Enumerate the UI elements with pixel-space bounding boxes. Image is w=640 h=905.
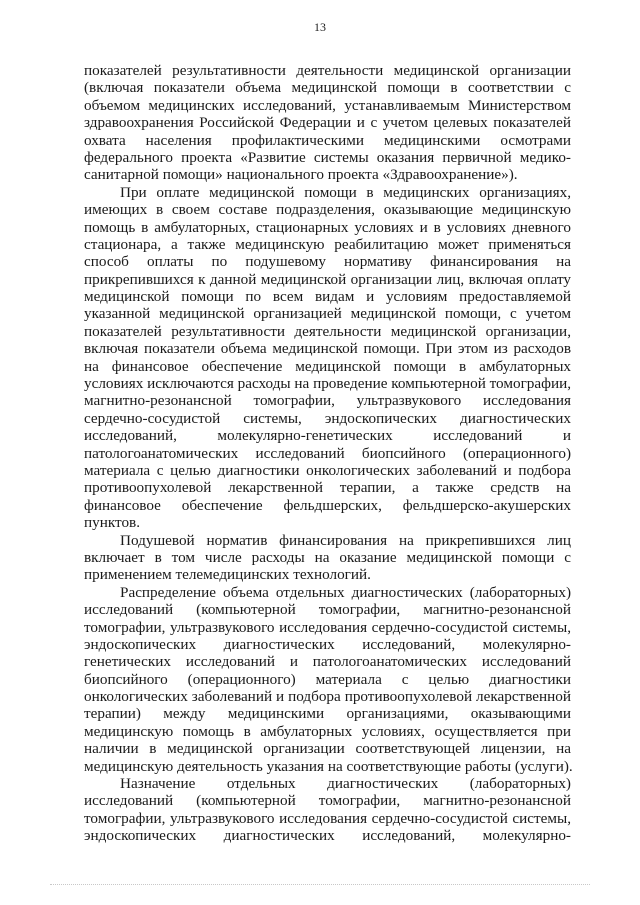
text-line: способ оплаты по подушевому нормативу финансирования на — [84, 253, 571, 271]
text-line: включает в том числе расходы на оказание медицинской помощи с — [84, 548, 571, 566]
text-line: магнитно-резонансной томографии, ультразвукового исследования — [84, 392, 571, 410]
text-line: прикрепившихся к данной медицинской организации лиц, включая оплату — [84, 270, 571, 288]
text-line: сердечно-сосудистой системы, эндоскопических диагностических — [84, 409, 571, 427]
text-line: томографии, ультразвукового исследования сердечно-сосудистой системы, — [84, 809, 571, 827]
text-line: исследований, молекулярно-генетических исследований и — [84, 427, 571, 445]
text-line: показателей результативности деятельности медицинской организации — [84, 62, 571, 79]
text-line: исследований (компьютерной томографии, магнитно-резонансной — [84, 601, 571, 619]
text-line: имеющих в своем составе подразделения, оказывающие медицинскую — [84, 201, 571, 219]
text-line: пунктов. — [84, 514, 141, 532]
text-line: наличии в медицинской организации соответствующей лицензии, на — [84, 740, 571, 758]
text-line: материала с целью диагностики онкологических заболеваний и подбора — [84, 461, 571, 479]
text-line: стационара, а также медицинскую реабилитацию может применяться — [84, 235, 571, 253]
text-line: здравоохранения Российской Федерации и с учетом целевых показателей — [84, 114, 571, 132]
text-line: Подушевой норматив финансирования на прикрепившихся лиц — [120, 531, 571, 549]
text-line: эндоскопических диагностических исследований, молекулярно- — [84, 635, 571, 653]
text-line: онкологических заболеваний и подбора противоопухолевой лекарственной — [84, 688, 571, 706]
text-line: медицинскую помощь в амбулаторных условиях, осуществляется при — [84, 722, 571, 740]
text-line: на финансовое обеспечение медицинской помощи в амбулаторных — [84, 357, 571, 375]
text-line: терапии) между медицинскими организациями, оказывающими — [84, 705, 571, 723]
text-line: Распределение объема отдельных диагностических (лабораторных) — [120, 583, 571, 601]
text-line: исследований (компьютерной томографии, магнитно-резонансной — [84, 792, 571, 810]
text-line: (включая показатели объема медицинской помощи в соответствии с — [84, 79, 571, 97]
text-line: федерального проекта «Развитие системы оказания первичной медико- — [84, 148, 571, 166]
document-body — [84, 62, 571, 845]
text-line: показателей результативности деятельности медицинской организации, — [84, 322, 571, 340]
text-line: помощь в амбулаторных, стационарных условиях и в условиях дневного — [84, 218, 571, 236]
text-line: биопсийного (операционного) материала с целью диагностики — [84, 670, 571, 688]
text-line: томографии, ультразвукового исследования сердечно-сосудистой системы, — [84, 618, 571, 636]
text-line: применением телемедицинских технологий. — [84, 566, 371, 584]
text-line: Назначение отдельных диагностических (лабораторных) — [120, 775, 571, 793]
text-line: противоопухолевой лекарственной терапии, а также средств на — [84, 479, 571, 497]
page-number: 13 — [314, 20, 326, 34]
text-line: финансовое обеспечение фельдшерских, фельдшерско-акушерских — [84, 496, 571, 514]
text-line: указанной медицинской организацией медицинской помощи, с учетом — [84, 305, 571, 323]
text-line: эндоскопических диагностических исследований, молекулярно- — [84, 827, 571, 845]
text-line: условиях исключаются расходы на проведение компьютерной томографии, — [84, 375, 572, 393]
text-line: санитарной помощи» национального проекта «Здравоохранение»). — [84, 166, 518, 184]
text-line: При оплате медицинской помощи в медицинских организациях, — [120, 183, 571, 201]
text-line: объемом медицинских исследований, устанавливаемым Министерством — [84, 96, 571, 114]
text-line: медицинской помощи по всем видам и условиям предоставляемой — [84, 288, 571, 306]
text-line: патологоанатомических исследований биопсийного (операционного) — [84, 444, 571, 462]
text-line: генетических исследований и патологоанатомических исследований — [84, 653, 571, 671]
text-line: охвата населения профилактическими медицинскими осмотрами — [84, 131, 571, 149]
text-line: включая показатели объема медицинской помощи. При этом из расходов — [84, 340, 571, 358]
text-line: медицинскую деятельность указания на соответствующие работы (услуги). — [84, 757, 573, 775]
scan-artifact-line — [50, 884, 590, 886]
